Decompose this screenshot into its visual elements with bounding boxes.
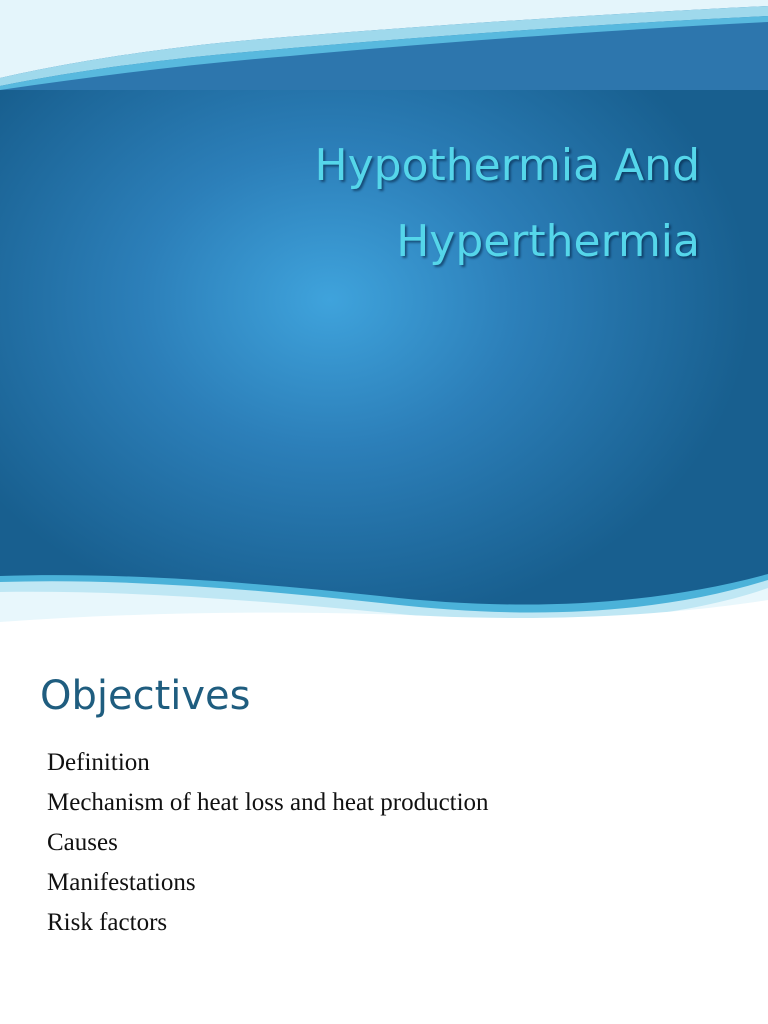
slide-title-line-1: Hypothermia And xyxy=(314,140,700,191)
slide-title-line-2: Hyperthermia xyxy=(396,216,700,267)
bottom-wave-decoration xyxy=(0,570,768,635)
list-item: Causes xyxy=(47,829,118,856)
objectives-heading: Objectives xyxy=(40,673,251,719)
list-item: Definition xyxy=(47,749,150,776)
list-item: Risk factors xyxy=(47,909,168,936)
list-item: Mechanism of heat loss and heat production xyxy=(47,789,489,816)
list-item: Manifestations xyxy=(47,869,196,896)
objectives-list xyxy=(47,743,489,943)
top-wave-decoration xyxy=(0,0,768,90)
objectives-slide xyxy=(0,640,768,1024)
